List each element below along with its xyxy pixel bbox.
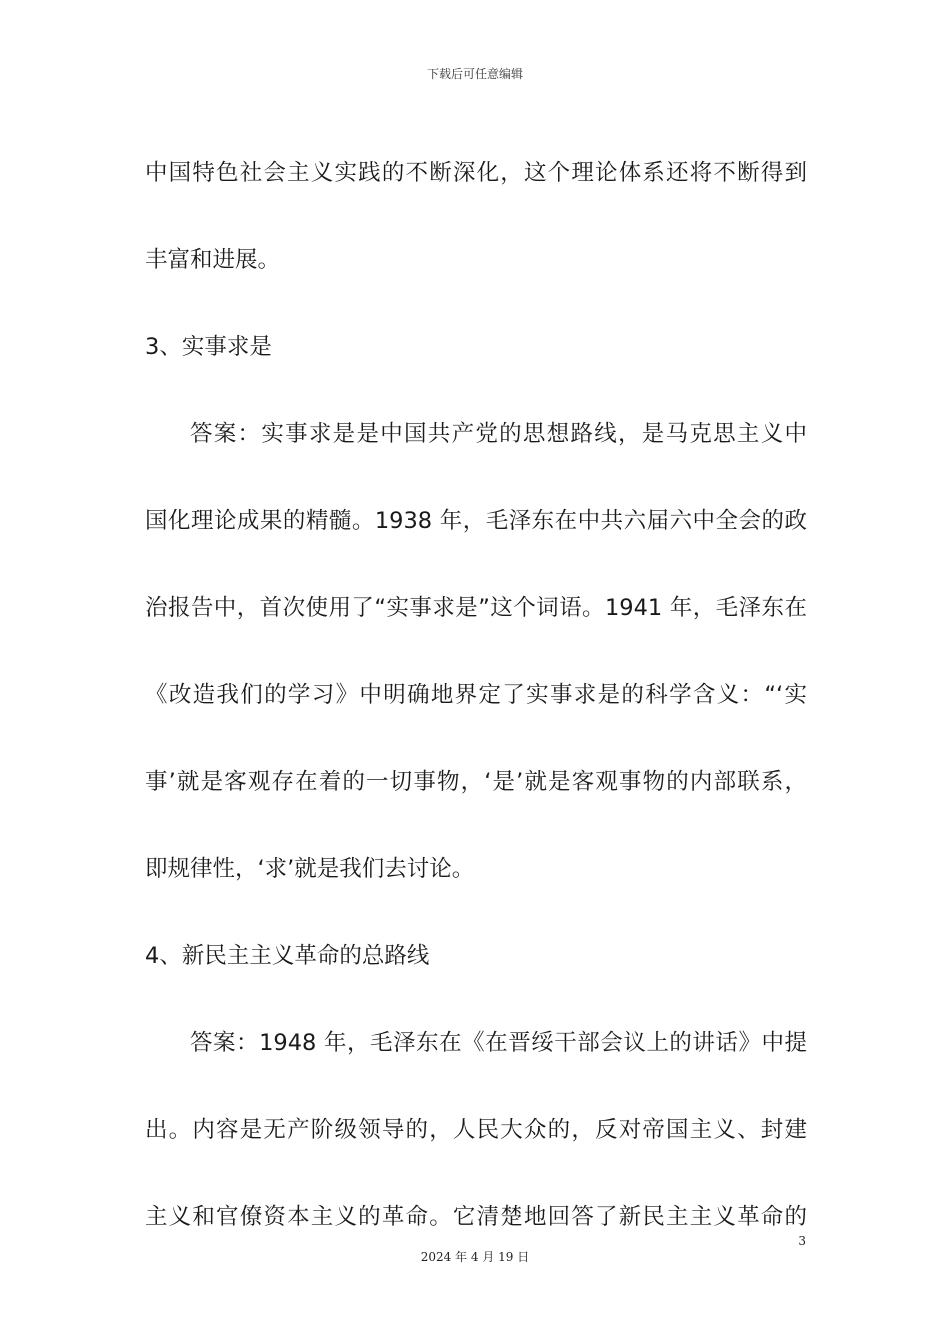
body-line: 《改造我们的学习》中明确地界定了实事求是的科学含义：“‘实: [145, 682, 807, 708]
body-line: 即规律性，‘求’就是我们去讨论。: [145, 856, 475, 882]
body-line: 治报告中，首次使用了“实事求是”这个词语。1941 年，毛泽东在: [145, 595, 807, 621]
answer-line: 答案：实事求是是中国共产党的思想路线，是马克思主义中: [190, 421, 807, 447]
body-line: 中国特色社会主义实践的不断深化，这个理论体系还将不断得到: [145, 160, 807, 186]
document-body: [145, 130, 807, 1261]
body-line: 出。内容是无产阶级领导的，人民大众的，反对帝国主义、封建: [145, 1117, 807, 1143]
body-line: 事’就是客观存在着的一切事物，‘是’就是客观事物的内部联系，: [145, 769, 807, 795]
page-date: 2024 年 4 月 19 日: [420, 1250, 530, 1264]
body-line: 主义和官僚资本主义的革命。它清楚地回答了新民主主义革命的: [145, 1204, 807, 1230]
page-header: 下载后可任意编辑: [426, 67, 523, 81]
page-number: 3: [798, 1234, 806, 1248]
section-heading: 3、实事求是: [145, 334, 272, 360]
section-heading: 4、新民主主义革命的总路线: [145, 943, 430, 969]
body-line: 丰富和进展。: [145, 247, 281, 273]
body-line: 国化理论成果的精髓。1938 年，毛泽东在中共六届六中全会的政: [145, 508, 807, 534]
answer-line: 答案：1948 年，毛泽东在《在晋绥干部会议上的讲话》中提: [190, 1030, 807, 1056]
